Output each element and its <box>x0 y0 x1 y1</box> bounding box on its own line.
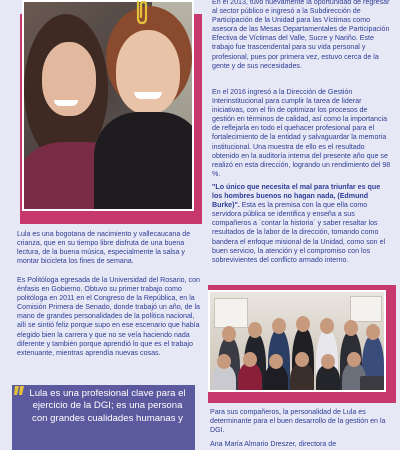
quote-mark-icon <box>14 385 24 397</box>
bio-paragraph-career: Es Politóloga egresada de la Universidad del Rosario, con énfasis en Gobierno. Obtuvo su primer trabajo como politóloga en 2011 en el Congreso de la República, en la Comisión Primera de Senado, donde trabajó un año, de la mano de grandes personalidades de la política nacional, allí se sintió feliz porque supo en ese escenario que había elegido bien la carrera y que no se veía haciendo nada diferente y también porque aprendió lo que es el trabajo extenuante, mientras aprendía nuevas cosas. <box>17 276 200 357</box>
pull-quote-text: Lula es una profesional clave para el ejercicio de la DGI; es una persona con grandes cualidades humanas y <box>29 388 186 424</box>
paragraph-quote <box>212 183 392 265</box>
paragraph-2013: En el 2013, tuvo nuevamente la oportunidad de regresar al sector público e ingresó a la Subdirección de Participación de la Unidad para las Víctimas como asesora de las Mesas Departamentales de Participación Efectiva de Víctimas del Valle, Sucre y Nariño. Este trabajo fue trascendental para su vida personal y profesional, pues por primera vez, estuvo cerca de la gente y de sus necesidades. <box>212 0 390 70</box>
photo-lula-portrait <box>22 0 194 211</box>
quote-continuation: Esta es la premisa con la que ella como servidora pública se identifica y enseña a sus compañeros a ´contar la historia´ y saber resaltar los resultados de la labor de la dirección, tomando como bandera el enfoque misional de la Unidad, como son el buen servicio, la atención y el compromiso con los sobrevivientes del conflicto armado interno. <box>212 201 386 264</box>
paragraph-2016: En el 2016 ingresó a la Dirección de Gestión Interinstitucional para cumplir la tarea de liderar iniciativas, con el fin de optimizar los procesos de gestión en términos de calidad, así como la importancia de reflejarla en todo el quehacer profesional para el fortalecimiento de la entidad y salvaguardar la memoria institucional. Una muestra de ello es el resultado obtenido en la auditoría interna del presente año que se realizó en esta dirección, logrando un rendimiento del 98 %. <box>212 88 391 178</box>
famous-quote: "Lo único que necesita el mal para triunfar es que los hombres buenos no hagan nada, (Edmund Burke)". <box>212 183 381 210</box>
photo-team-group <box>208 290 386 392</box>
signature-line: Ana María Almario Dreszer, directora de <box>210 440 337 448</box>
pull-quote-box <box>12 385 195 450</box>
bio-paragraph-hobbies: Lula es una bogotana de nacimiento y vallecaucana de crianza, que en su tiempo libre disfruta de una buena lectura, de la buena música, especialmente la salsa y montar bicicleta los fines de semana. <box>17 230 191 266</box>
paperclip-icon <box>132 0 152 26</box>
team-photo-caption: Para sus compañeros, la personalidad de Lula es determinante para el buen desarrollo de la gestión en la DGI. <box>210 408 386 435</box>
